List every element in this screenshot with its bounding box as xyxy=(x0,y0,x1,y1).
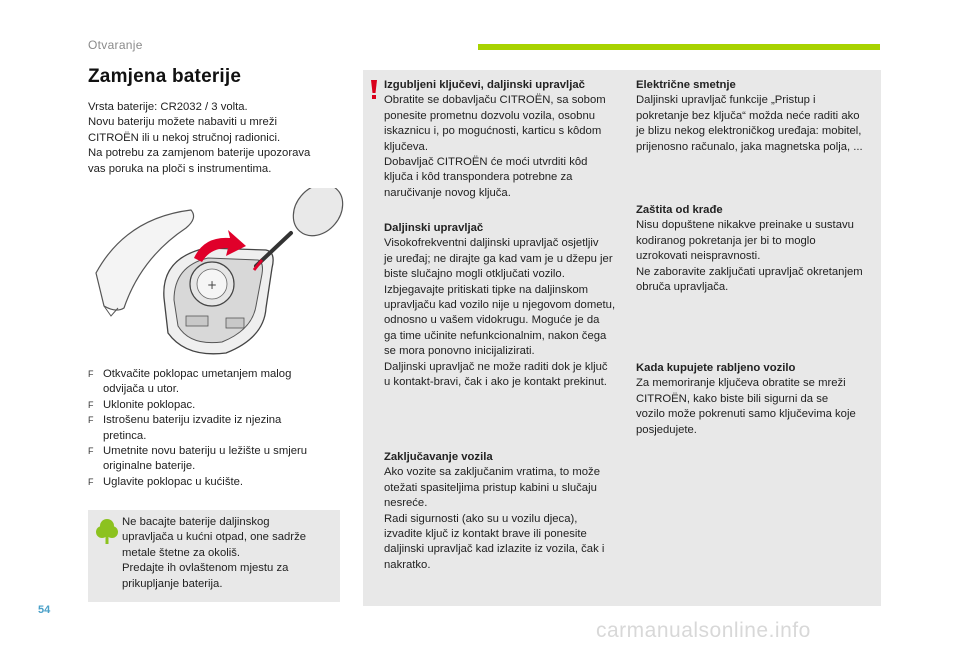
info-electrical-interference xyxy=(636,78,876,155)
step-item xyxy=(88,444,338,475)
info-heading: Izgubljeni ključevi, daljinski upravljač xyxy=(384,79,585,91)
info-line: uzrokovati neispravnosti. xyxy=(636,250,761,263)
info-line: ga time učinite nefunkcionalnim, nakon čega xyxy=(384,329,607,342)
step-line: Uglavite poklopac u kućište. xyxy=(103,475,244,488)
info-heading: Kada kupujete rabljeno vozilo xyxy=(636,362,796,374)
info-line: naručivanje novog ključa. xyxy=(384,186,511,199)
info-used-vehicle xyxy=(636,361,876,438)
page-number: 54 xyxy=(38,604,51,616)
key-battery-replacement-illustration xyxy=(86,188,386,363)
info-line: je uređaj; ne dirajte ga kad vam je u džepu jer xyxy=(384,252,613,265)
info-heading: Daljinski upravljač xyxy=(384,222,484,234)
info-line: odnosno u vašem vidokrugu. Moguće je da xyxy=(384,314,600,327)
info-line: Dobavljač CITROËN će moći utvrditi kôd xyxy=(384,156,588,169)
info-line: se mora ponovno inicijalizirati. xyxy=(384,345,535,358)
step-line: Istrošenu bateriju izvadite iz njezina xyxy=(103,414,282,427)
info-heading: Električne smetnje xyxy=(636,79,736,91)
intro-line: CITROËN ili u nekoj stručnoj radionici. xyxy=(88,131,281,144)
intro-line: Vrsta baterije: CR2032 / 3 volta. xyxy=(88,101,248,113)
step-line: pretinca. xyxy=(103,429,147,442)
eco-note-line: metale štetne za okoliš. xyxy=(122,546,241,559)
info-line: CITROËN, kako biste bili sigurni da se xyxy=(636,392,829,405)
info-line: Ako vozite sa zaključanim vratima, to može xyxy=(384,466,600,479)
info-line: biste slučajno mogli otključati vozilo. xyxy=(384,268,565,281)
info-heading: Zaštita od krađe xyxy=(636,204,723,216)
intro-text xyxy=(88,100,338,177)
info-line: Daljinski upravljač ne može raditi dok je ključ xyxy=(384,360,608,373)
step-item xyxy=(88,398,338,413)
info-line: upravljaču kad vozilo nije u njegovom dometu, xyxy=(384,299,616,312)
info-line: izvadite ključ iz kontakt brave ili ponesite xyxy=(384,528,587,541)
info-line: Za memoriranje ključeva obratite se mreži xyxy=(636,377,846,390)
step-marker-icon: F xyxy=(88,415,94,426)
info-line: iskaznicu i, po mogućnosti, karticu s kôdom xyxy=(384,125,602,138)
info-line: ključeva. xyxy=(384,140,428,153)
eco-note-line: upravljača u kućni otpad, one sadrže xyxy=(122,531,307,544)
watermark: carmanualsonline.info xyxy=(596,619,811,642)
step-item xyxy=(88,475,338,490)
eco-note-line: Predajte ih ovlaštenom mjestu za xyxy=(122,562,289,575)
info-line: obruča upravljača. xyxy=(636,281,729,294)
step-item xyxy=(88,413,338,444)
info-line: nakratko. xyxy=(384,558,431,571)
info-line: otežati spasiteljima pristup kabini u slučaju xyxy=(384,481,597,494)
step-line: Otkvačite poklopac umetanjem malog xyxy=(103,368,292,380)
info-line: Visokofrekventni daljinski upravljač osjetljiv xyxy=(384,237,599,250)
info-line: kodiranog pokretanja jer bi to moglo xyxy=(636,234,816,247)
section-label: Otvaranje xyxy=(88,38,143,52)
info-line: Ne zaboravite zaključati upravljač okretanjem xyxy=(636,265,863,278)
eco-note-box xyxy=(88,510,340,602)
intro-line: Na potrebu za zamjenom baterije upozorava xyxy=(88,147,311,160)
info-line: daljinski upravljač kad izlazite iz vozila, čak i xyxy=(384,543,605,556)
step-marker-icon: F xyxy=(88,476,94,487)
info-remote-control xyxy=(384,221,624,390)
info-line: prijenosno računalo, jaka magnetska polja, ... xyxy=(636,140,863,153)
step-line: Uklonite poklopac. xyxy=(103,398,196,411)
info-line: Izbjegavajte pritiskati tipke na daljinskom xyxy=(384,283,589,296)
eco-note-text xyxy=(122,515,336,592)
eco-note-line: prikupljanje baterija. xyxy=(122,577,223,590)
eco-note-line: Ne bacajte baterije daljinskog xyxy=(122,516,270,528)
info-line: Nisu dopuštene nikakve preinake u sustavu xyxy=(636,219,854,232)
intro-line: vas poruka na ploči s instrumentima. xyxy=(88,162,272,175)
step-line: Umetnite novu bateriju u ležište u smjeru xyxy=(103,445,308,458)
step-line: originalne baterije. xyxy=(103,460,196,473)
info-line: u kontakt-bravi, čak i ako je kontakt prekinut. xyxy=(384,376,607,389)
info-heading: Zaključavanje vozila xyxy=(384,451,493,463)
step-marker-icon: F xyxy=(88,446,94,457)
step-item xyxy=(88,367,338,398)
intro-line: Novu bateriju možete nabaviti u mreži xyxy=(88,116,277,129)
step-line: odvijača u utor. xyxy=(103,383,179,396)
exclamation-icon xyxy=(368,79,380,101)
info-line: vozilo može pokrenuti samo ključevima koje xyxy=(636,408,856,421)
page-title: Zamjena baterije xyxy=(88,66,242,87)
replacement-steps xyxy=(88,367,338,490)
info-line: pokretanje bez ključa“ možda neće raditi ako xyxy=(636,109,860,122)
info-line: Daljinski upravljač funkcije „Pristup i xyxy=(636,94,816,107)
info-line: nesreće. xyxy=(384,497,428,510)
info-locking xyxy=(384,450,624,573)
info-line: posjedujete. xyxy=(636,423,697,436)
svg-text:+: + xyxy=(207,278,218,292)
info-anti-theft xyxy=(636,203,876,295)
info-line: ključa i kôd transpondera potrebne za xyxy=(384,171,573,184)
step-marker-icon: F xyxy=(88,369,94,379)
info-line: Radi sigurnosti (ako su u vozilu djeca), xyxy=(384,512,578,525)
step-marker-icon: F xyxy=(88,399,94,410)
recycle-tree-icon xyxy=(96,518,118,546)
info-line: Obratite se dobavljaču CITROËN, sa sobom xyxy=(384,94,606,107)
info-line: je blizu nekog elektroničkog uređaja: mobitel, xyxy=(636,125,862,138)
info-lost-keys xyxy=(384,78,624,201)
section-accent-bar xyxy=(478,44,880,50)
info-line: ponesite prometnu dozvolu vozila, osobnu xyxy=(384,109,596,122)
